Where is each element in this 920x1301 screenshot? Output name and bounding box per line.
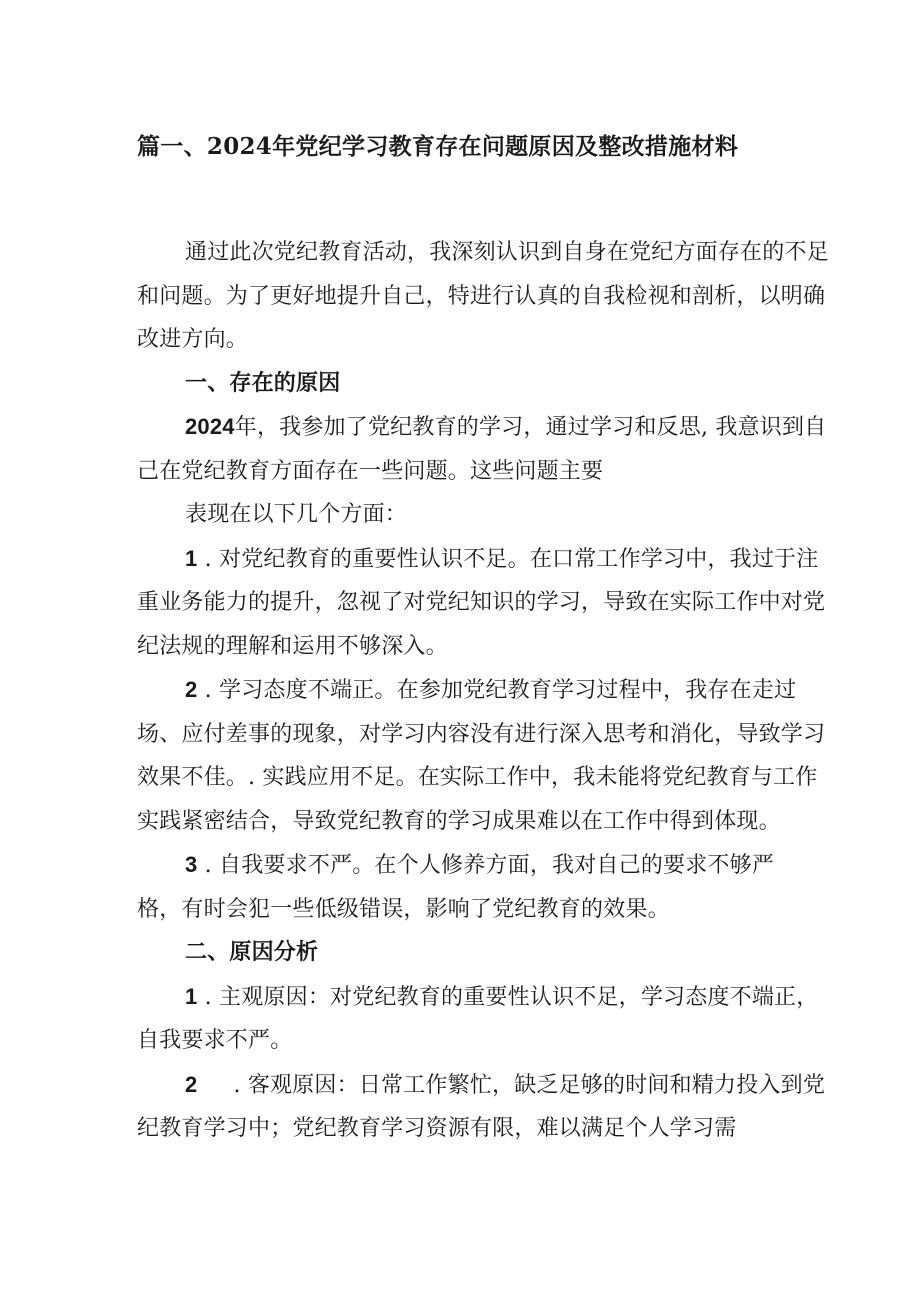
section1-lead-paragraph: [137, 405, 841, 493]
item-number: 2: [185, 677, 198, 702]
item-number: 1: [185, 545, 198, 571]
analysis-item-1: [137, 975, 837, 1063]
analysis-item-2: [137, 1063, 843, 1151]
document-body: [137, 231, 837, 1151]
section1-lead-continuation: 表现在以下几个方面：: [185, 502, 408, 527]
issue-item-1: [137, 537, 837, 669]
item-number: 3: [185, 852, 198, 877]
section1-lead-text: 年，我参加了党纪教育的学习，通过学习和反思, 我意识到自己在党纪教育方面存在一些问题。这些问题主要: [137, 415, 827, 484]
item-text: . 自我要求不严。在个人修养方面，我对自己的要求不够严格，有时会犯一些低级错误，影响了党纪教育的效果。: [137, 853, 775, 922]
section-heading-analysis: 二、原因分析: [185, 939, 319, 965]
item-text: . 学习态度不端正。在参加党纪教育学习过程中，我存在走过场、应付差事的现象，对学习内容没有进行深入思考和消化，导致学习效果不佳。. 实践应用不足。在实际工作中，我未能将党纪教育与工作实践紧密结合，导致党纪教育的学习成果难以在工作中得到体现。: [137, 678, 826, 834]
year-number: 2024: [185, 414, 235, 439]
issue-item-3: [137, 843, 795, 931]
section-heading-reasons: 一、存在的原因: [185, 369, 341, 396]
item-text: . 客观原因：日常工作繁忙，缺乏足够的时间和精力投入到党纪教育学习中；党纪教育学习资源有限，难以满足个人学习需: [137, 1072, 826, 1141]
item-number: 2: [185, 1071, 198, 1097]
item-number: 1: [185, 983, 198, 1009]
document-title: 篇一、2024年党纪学习教育存在问题原因及整改措施材料: [137, 133, 739, 160]
item-text: . 主观原因：对党纪教育的重要性认识不足，学习态度不端正，自我要求不严。: [137, 984, 819, 1053]
issue-item-2: [137, 668, 837, 843]
intro-paragraph: 通过此次党纪教育活动，我深刻认识到自身在党纪方面存在的不足和问题。为了更好地提升自己，特进行认真的自我检视和剖析，以明确改进方向。: [137, 240, 829, 352]
item-text: . 对党纪教育的重要性认识不足。在口常工作学习中，我过于注重业务能力的提升，忽视了对党纪知识的学习，导致在实际工作中对党纪法规的理解和运用不够深入。: [137, 546, 826, 659]
